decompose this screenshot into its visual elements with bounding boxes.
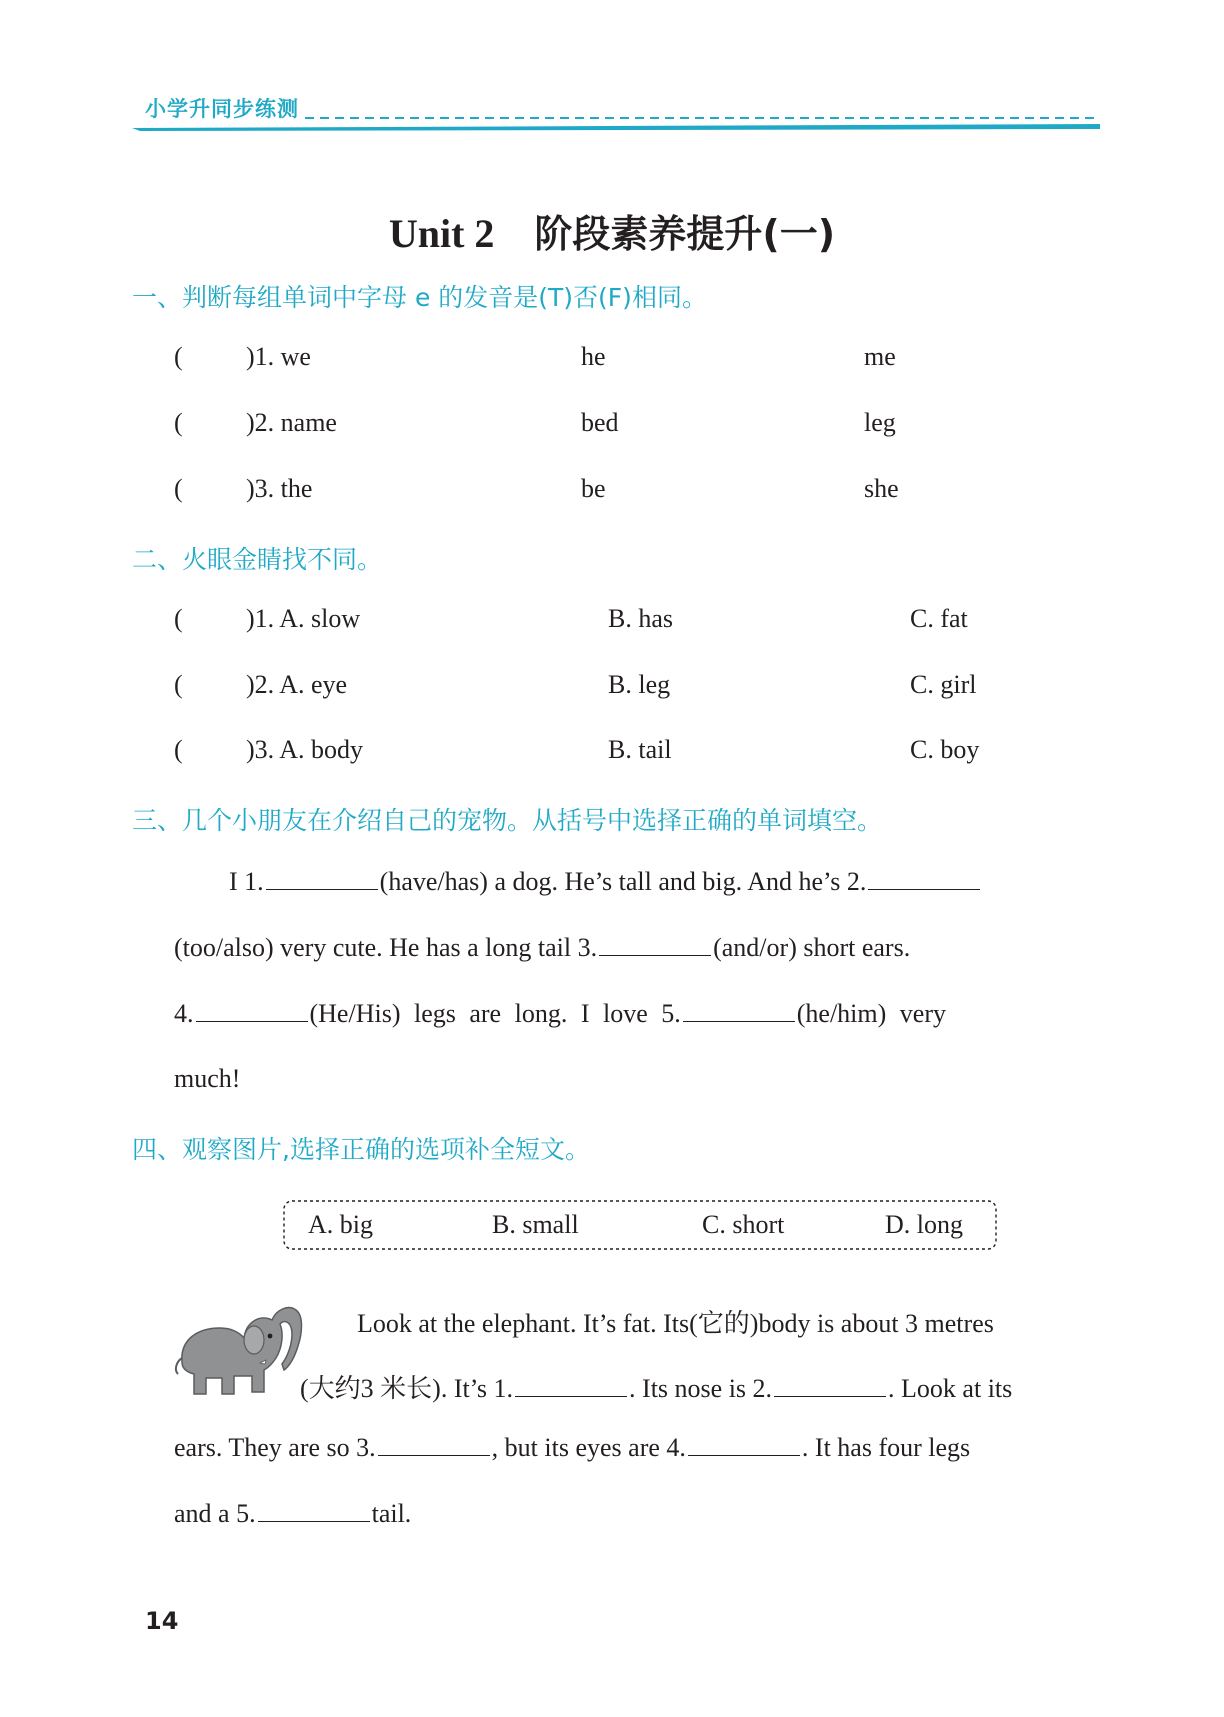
answer-paren: ( xyxy=(174,408,183,437)
blank-1[interactable] xyxy=(515,1374,627,1397)
passage-line: (大约3 米长). It’s 1. . Its nose is 2. . Look at its xyxy=(300,1374,1013,1403)
word-2: be xyxy=(581,474,606,503)
word-option: A. big xyxy=(308,1210,373,1239)
answer-paren: ( xyxy=(174,604,183,633)
blank-4[interactable] xyxy=(688,1433,800,1456)
option-a: )1. A. slow xyxy=(246,604,361,633)
passage-line: ears. They are so 3. , but its eyes are 4. . It has four legs xyxy=(174,1433,971,1462)
blank-2[interactable] xyxy=(774,1374,886,1397)
answer-paren: ( xyxy=(174,735,183,764)
blank-3[interactable] xyxy=(378,1433,490,1456)
option-b: B. has xyxy=(608,604,673,633)
blank-3[interactable] xyxy=(599,933,711,956)
blank-1[interactable] xyxy=(266,867,378,890)
option-b: B. leg xyxy=(608,670,671,699)
elephant-icon xyxy=(172,1300,307,1405)
page-number: 14 xyxy=(145,1607,179,1635)
section-3-heading: 三、几个小朋友在介绍自己的宠物。从括号中选择正确的单词填空。 xyxy=(132,806,883,835)
title-subtitle: 阶段素养提升(一) xyxy=(534,212,836,256)
blank-4[interactable] xyxy=(196,999,308,1022)
option-b: B. tail xyxy=(608,735,672,764)
passage-line: much! xyxy=(174,1064,241,1093)
answer-paren: ( xyxy=(174,342,183,371)
page-title xyxy=(0,203,1224,258)
word-3: me xyxy=(864,342,896,371)
answer-paren: ( xyxy=(174,670,183,699)
word-2: he xyxy=(581,342,606,371)
header-rule xyxy=(0,0,1224,140)
blank-5[interactable] xyxy=(683,999,795,1022)
blank-5[interactable] xyxy=(258,1499,370,1522)
passage-line: 4. (He/His) legs are long. I love 5. (he/him) very xyxy=(174,999,946,1028)
word-3: she xyxy=(864,474,899,503)
word-3: leg xyxy=(864,408,896,437)
option-c: C. boy xyxy=(910,735,980,764)
passage-line: I 1. (have/has) a dog. He’s tall and big. And he’s 2. xyxy=(229,867,982,897)
question-label: )1. we xyxy=(246,342,311,371)
option-a: )3. A. body xyxy=(246,735,363,764)
unit-label: Unit 2 xyxy=(388,211,495,256)
option-a: )2. A. eye xyxy=(246,670,348,699)
word-option: C. short xyxy=(702,1210,785,1239)
question-label: )2. name xyxy=(246,408,337,437)
word-bank xyxy=(282,1199,998,1251)
blank-2[interactable] xyxy=(868,867,980,890)
answer-paren: ( xyxy=(174,474,183,503)
passage-line: and a 5. tail. xyxy=(174,1499,412,1528)
word-2: bed xyxy=(581,408,619,437)
word-option: D. long xyxy=(885,1210,963,1239)
option-c: C. fat xyxy=(910,604,968,633)
word-option: B. small xyxy=(492,1210,579,1239)
section-2-heading: 二、火眼金睛找不同。 xyxy=(132,545,383,574)
series-title: 小学升同步练测 xyxy=(145,97,299,121)
section-4-heading: 四、观察图片,选择正确的选项补全短文。 xyxy=(132,1135,590,1164)
section-1-heading: 一、判断每组单词中字母 e 的发音是(T)否(F)相同。 xyxy=(132,283,707,312)
passage-line: (too/also) very cute. He has a long tail 3. (and/or) short ears. xyxy=(174,933,911,962)
question-label: )3. the xyxy=(246,474,313,503)
passage-line: Look at the elephant. It’s fat. Its(它的)body is about 3 metres xyxy=(357,1309,994,1338)
option-c: C. girl xyxy=(910,670,977,699)
